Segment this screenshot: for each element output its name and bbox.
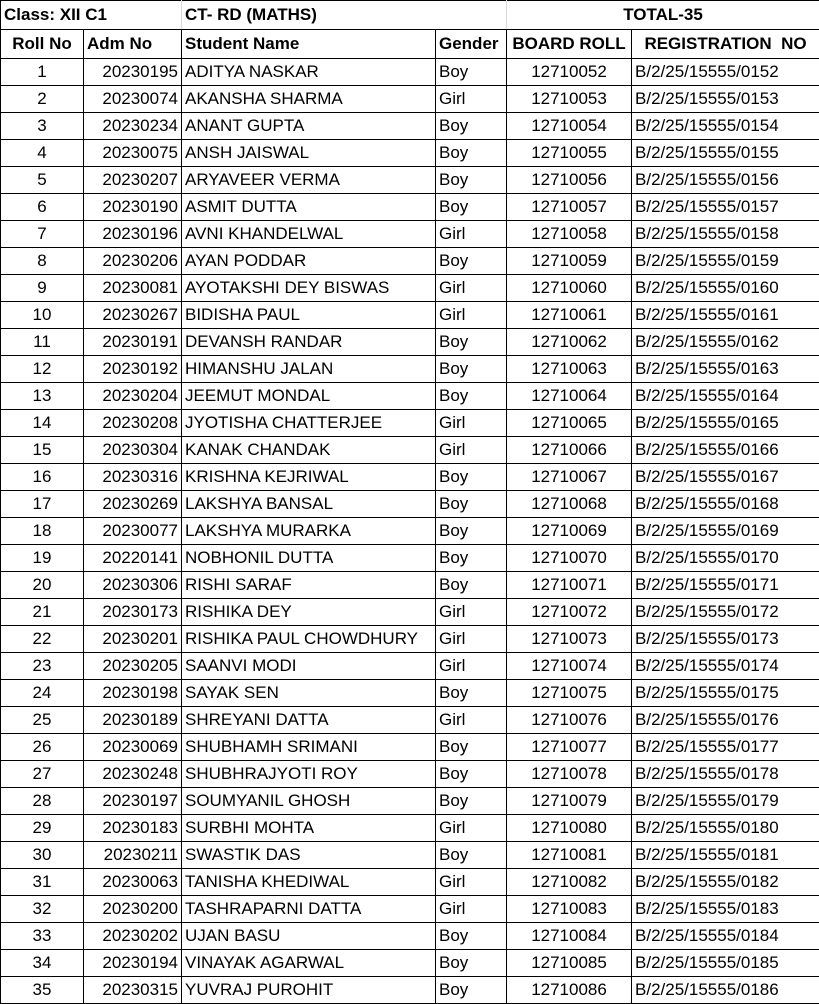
- gender-cell: Girl: [436, 626, 507, 653]
- table-row: [1, 491, 819, 518]
- registration-no-cell: B/2/25/15555/0179: [632, 788, 819, 815]
- roll-no-cell: 31: [1, 869, 84, 896]
- registration-no-cell: B/2/25/15555/0158: [632, 221, 819, 248]
- roll-no-cell: 7: [1, 221, 84, 248]
- table-row: [1, 140, 819, 167]
- board-roll-cell: 12710084: [507, 923, 632, 950]
- student-name-cell: SAYAK SEN: [182, 680, 436, 707]
- header-board-roll: BOARD ROLL: [507, 30, 632, 59]
- table-row: [1, 734, 819, 761]
- title-row: [1, 1, 819, 30]
- gender-cell: Girl: [436, 437, 507, 464]
- gender-cell: Boy: [436, 356, 507, 383]
- roll-no-cell: 22: [1, 626, 84, 653]
- adm-no-cell: 20230189: [84, 707, 182, 734]
- board-roll-cell: 12710063: [507, 356, 632, 383]
- adm-no-cell: 20230081: [84, 275, 182, 302]
- gender-cell: Boy: [436, 491, 507, 518]
- gender-cell: Boy: [436, 950, 507, 977]
- roll-no-cell: 28: [1, 788, 84, 815]
- board-roll-cell: 12710071: [507, 572, 632, 599]
- table-row: [1, 545, 819, 572]
- roll-no-cell: 9: [1, 275, 84, 302]
- roll-no-cell: 5: [1, 167, 84, 194]
- roll-no-cell: 35: [1, 977, 84, 1004]
- roll-no-cell: 29: [1, 815, 84, 842]
- board-roll-cell: 12710060: [507, 275, 632, 302]
- board-roll-cell: 12710064: [507, 383, 632, 410]
- roll-no-cell: 27: [1, 761, 84, 788]
- adm-no-cell: 20230248: [84, 761, 182, 788]
- gender-cell: Boy: [436, 167, 507, 194]
- board-roll-cell: 12710065: [507, 410, 632, 437]
- registration-no-cell: B/2/25/15555/0161: [632, 302, 819, 329]
- board-roll-cell: 12710055: [507, 140, 632, 167]
- table-row: [1, 950, 819, 977]
- header-registration-no: REGISTRATION NO: [632, 30, 819, 59]
- table-row: [1, 842, 819, 869]
- adm-no-cell: 20230190: [84, 194, 182, 221]
- student-name-cell: KRISHNA KEJRIWAL: [182, 464, 436, 491]
- table-row: [1, 977, 819, 1004]
- board-roll-cell: 12710076: [507, 707, 632, 734]
- registration-no-cell: B/2/25/15555/0176: [632, 707, 819, 734]
- registration-no-cell: B/2/25/15555/0160: [632, 275, 819, 302]
- adm-no-cell: 20230191: [84, 329, 182, 356]
- student-name-cell: SAANVI MODI: [182, 653, 436, 680]
- student-name-cell: KANAK CHANDAK: [182, 437, 436, 464]
- registration-no-cell: B/2/25/15555/0184: [632, 923, 819, 950]
- adm-no-cell: 20230197: [84, 788, 182, 815]
- board-roll-cell: 12710062: [507, 329, 632, 356]
- table-row: [1, 167, 819, 194]
- board-roll-cell: 12710074: [507, 653, 632, 680]
- board-roll-cell: 12710072: [507, 599, 632, 626]
- adm-no-cell: 20230207: [84, 167, 182, 194]
- gender-cell: Boy: [436, 464, 507, 491]
- registration-no-cell: B/2/25/15555/0174: [632, 653, 819, 680]
- student-name-cell: AYOTAKSHI DEY BISWAS: [182, 275, 436, 302]
- registration-no-cell: B/2/25/15555/0185: [632, 950, 819, 977]
- table-row: [1, 761, 819, 788]
- table-row: [1, 653, 819, 680]
- student-name-cell: LAKSHYA MURARKA: [182, 518, 436, 545]
- board-roll-cell: 12710073: [507, 626, 632, 653]
- roll-no-cell: 3: [1, 113, 84, 140]
- board-roll-cell: 12710067: [507, 464, 632, 491]
- adm-no-cell: 20230304: [84, 437, 182, 464]
- registration-no-cell: B/2/25/15555/0155: [632, 140, 819, 167]
- header-gender: Gender: [436, 30, 507, 59]
- roll-no-cell: 24: [1, 680, 84, 707]
- adm-no-cell: 20230195: [84, 59, 182, 86]
- gender-cell: Girl: [436, 410, 507, 437]
- roll-no-cell: 8: [1, 248, 84, 275]
- student-name-cell: RISHI SARAF: [182, 572, 436, 599]
- board-roll-cell: 12710052: [507, 59, 632, 86]
- student-name-cell: VINAYAK AGARWAL: [182, 950, 436, 977]
- registration-no-cell: B/2/25/15555/0164: [632, 383, 819, 410]
- student-name-cell: AVNI KHANDELWAL: [182, 221, 436, 248]
- student-name-cell: AKANSHA SHARMA: [182, 86, 436, 113]
- adm-no-cell: 20230183: [84, 815, 182, 842]
- roll-no-cell: 11: [1, 329, 84, 356]
- adm-no-cell: 20230200: [84, 896, 182, 923]
- student-name-cell: YUVRAJ PUROHIT: [182, 977, 436, 1004]
- board-roll-cell: 12710059: [507, 248, 632, 275]
- registration-no-cell: B/2/25/15555/0157: [632, 194, 819, 221]
- adm-no-cell: 20230202: [84, 923, 182, 950]
- roll-no-cell: 26: [1, 734, 84, 761]
- roll-no-cell: 1: [1, 59, 84, 86]
- registration-no-cell: B/2/25/15555/0177: [632, 734, 819, 761]
- registration-no-cell: B/2/25/15555/0183: [632, 896, 819, 923]
- roll-no-cell: 34: [1, 950, 84, 977]
- table-row: [1, 923, 819, 950]
- roll-no-cell: 33: [1, 923, 84, 950]
- roll-no-cell: 12: [1, 356, 84, 383]
- table-row: [1, 437, 819, 464]
- adm-no-cell: 20230269: [84, 491, 182, 518]
- student-name-cell: RISHIKA DEY: [182, 599, 436, 626]
- gender-cell: Boy: [436, 680, 507, 707]
- gender-cell: Boy: [436, 383, 507, 410]
- table-row: [1, 464, 819, 491]
- roll-no-cell: 18: [1, 518, 84, 545]
- adm-no-cell: 20230211: [84, 842, 182, 869]
- table-row: [1, 302, 819, 329]
- registration-no-cell: B/2/25/15555/0154: [632, 113, 819, 140]
- adm-no-cell: 20230205: [84, 653, 182, 680]
- adm-no-cell: 20230075: [84, 140, 182, 167]
- registration-no-cell: B/2/25/15555/0169: [632, 518, 819, 545]
- student-name-cell: ANANT GUPTA: [182, 113, 436, 140]
- table-row: [1, 572, 819, 599]
- table-row: [1, 707, 819, 734]
- gender-cell: Boy: [436, 545, 507, 572]
- student-name-cell: UJAN BASU: [182, 923, 436, 950]
- roll-no-cell: 25: [1, 707, 84, 734]
- gender-cell: Boy: [436, 113, 507, 140]
- adm-no-cell: 20230316: [84, 464, 182, 491]
- board-roll-cell: 12710054: [507, 113, 632, 140]
- registration-no-cell: B/2/25/15555/0168: [632, 491, 819, 518]
- board-roll-cell: 12710078: [507, 761, 632, 788]
- table-row: [1, 788, 819, 815]
- table-row: [1, 275, 819, 302]
- gender-cell: Boy: [436, 59, 507, 86]
- student-name-cell: TASHRAPARNI DATTA: [182, 896, 436, 923]
- gender-cell: Girl: [436, 86, 507, 113]
- roll-no-cell: 30: [1, 842, 84, 869]
- board-roll-cell: 12710057: [507, 194, 632, 221]
- gender-cell: Boy: [436, 761, 507, 788]
- student-name-cell: BIDISHA PAUL: [182, 302, 436, 329]
- roll-no-cell: 10: [1, 302, 84, 329]
- table-row: [1, 86, 819, 113]
- roll-no-cell: 19: [1, 545, 84, 572]
- student-name-cell: ADITYA NASKAR: [182, 59, 436, 86]
- roll-no-cell: 21: [1, 599, 84, 626]
- registration-no-cell: B/2/25/15555/0173: [632, 626, 819, 653]
- adm-no-cell: 20220141: [84, 545, 182, 572]
- registration-no-cell: B/2/25/15555/0163: [632, 356, 819, 383]
- roll-no-cell: 4: [1, 140, 84, 167]
- gender-cell: Girl: [436, 653, 507, 680]
- adm-no-cell: 20230069: [84, 734, 182, 761]
- adm-no-cell: 20230201: [84, 626, 182, 653]
- table-row: [1, 599, 819, 626]
- registration-no-cell: B/2/25/15555/0162: [632, 329, 819, 356]
- board-roll-cell: 12710083: [507, 896, 632, 923]
- adm-no-cell: 20230208: [84, 410, 182, 437]
- board-roll-cell: 12710085: [507, 950, 632, 977]
- registration-no-cell: B/2/25/15555/0172: [632, 599, 819, 626]
- adm-no-cell: 20230234: [84, 113, 182, 140]
- board-roll-cell: 12710068: [507, 491, 632, 518]
- board-roll-cell: 12710082: [507, 869, 632, 896]
- table-row: [1, 329, 819, 356]
- adm-no-cell: 20230206: [84, 248, 182, 275]
- adm-no-cell: 20230074: [84, 86, 182, 113]
- table-row: [1, 680, 819, 707]
- student-name-cell: SHUBHAMH SRIMANI: [182, 734, 436, 761]
- adm-no-cell: 20230196: [84, 221, 182, 248]
- student-name-cell: HIMANSHU JALAN: [182, 356, 436, 383]
- board-roll-cell: 12710079: [507, 788, 632, 815]
- registration-no-cell: B/2/25/15555/0171: [632, 572, 819, 599]
- board-roll-cell: 12710081: [507, 842, 632, 869]
- gender-cell: Boy: [436, 248, 507, 275]
- board-roll-cell: 12710086: [507, 977, 632, 1004]
- gender-cell: Boy: [436, 842, 507, 869]
- total-label: TOTAL-35: [507, 1, 819, 30]
- gender-cell: Boy: [436, 329, 507, 356]
- student-name-cell: ANSH JAISWAL: [182, 140, 436, 167]
- roll-no-cell: 16: [1, 464, 84, 491]
- registration-no-cell: B/2/25/15555/0186: [632, 977, 819, 1004]
- board-roll-cell: 12710080: [507, 815, 632, 842]
- gender-cell: Girl: [436, 869, 507, 896]
- gender-cell: Boy: [436, 194, 507, 221]
- student-name-cell: SWASTIK DAS: [182, 842, 436, 869]
- adm-no-cell: 20230063: [84, 869, 182, 896]
- adm-no-cell: 20230192: [84, 356, 182, 383]
- registration-no-cell: B/2/25/15555/0182: [632, 869, 819, 896]
- adm-no-cell: 20230267: [84, 302, 182, 329]
- adm-no-cell: 20230173: [84, 599, 182, 626]
- board-roll-cell: 12710075: [507, 680, 632, 707]
- adm-no-cell: 20230306: [84, 572, 182, 599]
- student-name-cell: SHREYANI DATTA: [182, 707, 436, 734]
- table-row: [1, 221, 819, 248]
- table-row: [1, 815, 819, 842]
- registration-no-cell: B/2/25/15555/0166: [632, 437, 819, 464]
- table-row: [1, 113, 819, 140]
- class-label: Class: XII C1: [1, 1, 182, 30]
- registration-no-cell: B/2/25/15555/0156: [632, 167, 819, 194]
- registration-no-cell: B/2/25/15555/0180: [632, 815, 819, 842]
- board-roll-cell: 12710077: [507, 734, 632, 761]
- student-name-cell: SURBHI MOHTA: [182, 815, 436, 842]
- board-roll-cell: 12710066: [507, 437, 632, 464]
- gender-cell: Girl: [436, 815, 507, 842]
- table-row: [1, 869, 819, 896]
- table-row: [1, 59, 819, 86]
- header-student-name: Student Name: [182, 30, 436, 59]
- table-body: [1, 1, 819, 1004]
- student-name-cell: JEEMUT MONDAL: [182, 383, 436, 410]
- student-name-cell: AYAN PODDAR: [182, 248, 436, 275]
- roll-no-cell: 23: [1, 653, 84, 680]
- roll-no-cell: 15: [1, 437, 84, 464]
- student-name-cell: RISHIKA PAUL CHOWDHURY: [182, 626, 436, 653]
- registration-no-cell: B/2/25/15555/0165: [632, 410, 819, 437]
- roll-no-cell: 13: [1, 383, 84, 410]
- student-name-cell: TANISHA KHEDIWAL: [182, 869, 436, 896]
- header-adm-no: Adm No: [84, 30, 182, 59]
- registration-no-cell: B/2/25/15555/0175: [632, 680, 819, 707]
- registration-no-cell: B/2/25/15555/0170: [632, 545, 819, 572]
- student-name-cell: SHUBHRAJYOTI ROY: [182, 761, 436, 788]
- header-row: [1, 30, 819, 59]
- board-roll-cell: 12710069: [507, 518, 632, 545]
- gender-cell: Girl: [436, 221, 507, 248]
- roll-no-cell: 32: [1, 896, 84, 923]
- adm-no-cell: 20230077: [84, 518, 182, 545]
- table-row: [1, 410, 819, 437]
- student-name-cell: LAKSHYA BANSAL: [182, 491, 436, 518]
- gender-cell: Girl: [436, 275, 507, 302]
- roll-no-cell: 20: [1, 572, 84, 599]
- board-roll-cell: 12710058: [507, 221, 632, 248]
- roll-no-cell: 17: [1, 491, 84, 518]
- roll-no-cell: 2: [1, 86, 84, 113]
- table-row: [1, 383, 819, 410]
- table-row: [1, 896, 819, 923]
- roll-no-cell: 6: [1, 194, 84, 221]
- registration-no-cell: B/2/25/15555/0181: [632, 842, 819, 869]
- gender-cell: Girl: [436, 707, 507, 734]
- gender-cell: Girl: [436, 896, 507, 923]
- gender-cell: Boy: [436, 734, 507, 761]
- gender-cell: Boy: [436, 140, 507, 167]
- student-name-cell: SOUMYANIL GHOSH: [182, 788, 436, 815]
- table-row: [1, 248, 819, 275]
- gender-cell: Boy: [436, 977, 507, 1004]
- registration-no-cell: B/2/25/15555/0152: [632, 59, 819, 86]
- registration-no-cell: B/2/25/15555/0153: [632, 86, 819, 113]
- board-roll-cell: 12710061: [507, 302, 632, 329]
- adm-no-cell: 20230194: [84, 950, 182, 977]
- gender-cell: Boy: [436, 923, 507, 950]
- roll-no-cell: 14: [1, 410, 84, 437]
- board-roll-cell: 12710053: [507, 86, 632, 113]
- gender-cell: Boy: [436, 518, 507, 545]
- student-name-cell: ARYAVEER VERMA: [182, 167, 436, 194]
- student-name-cell: ASMIT DUTTA: [182, 194, 436, 221]
- gender-cell: Boy: [436, 572, 507, 599]
- table-row: [1, 356, 819, 383]
- gender-cell: Girl: [436, 599, 507, 626]
- student-name-cell: JYOTISHA CHATTERJEE: [182, 410, 436, 437]
- table-row: [1, 194, 819, 221]
- registration-no-cell: B/2/25/15555/0167: [632, 464, 819, 491]
- adm-no-cell: 20230204: [84, 383, 182, 410]
- table-row: [1, 518, 819, 545]
- gender-cell: Girl: [436, 302, 507, 329]
- table-row: [1, 626, 819, 653]
- student-name-cell: DEVANSH RANDAR: [182, 329, 436, 356]
- subject-label: CT- RD (MATHS): [182, 1, 507, 30]
- registration-no-cell: B/2/25/15555/0178: [632, 761, 819, 788]
- board-roll-cell: 12710056: [507, 167, 632, 194]
- student-name-cell: NOBHONIL DUTTA: [182, 545, 436, 572]
- adm-no-cell: 20230198: [84, 680, 182, 707]
- adm-no-cell: 20230315: [84, 977, 182, 1004]
- board-roll-cell: 12710070: [507, 545, 632, 572]
- registration-no-cell: B/2/25/15555/0159: [632, 248, 819, 275]
- header-roll-no: Roll No: [1, 30, 84, 59]
- gender-cell: Boy: [436, 788, 507, 815]
